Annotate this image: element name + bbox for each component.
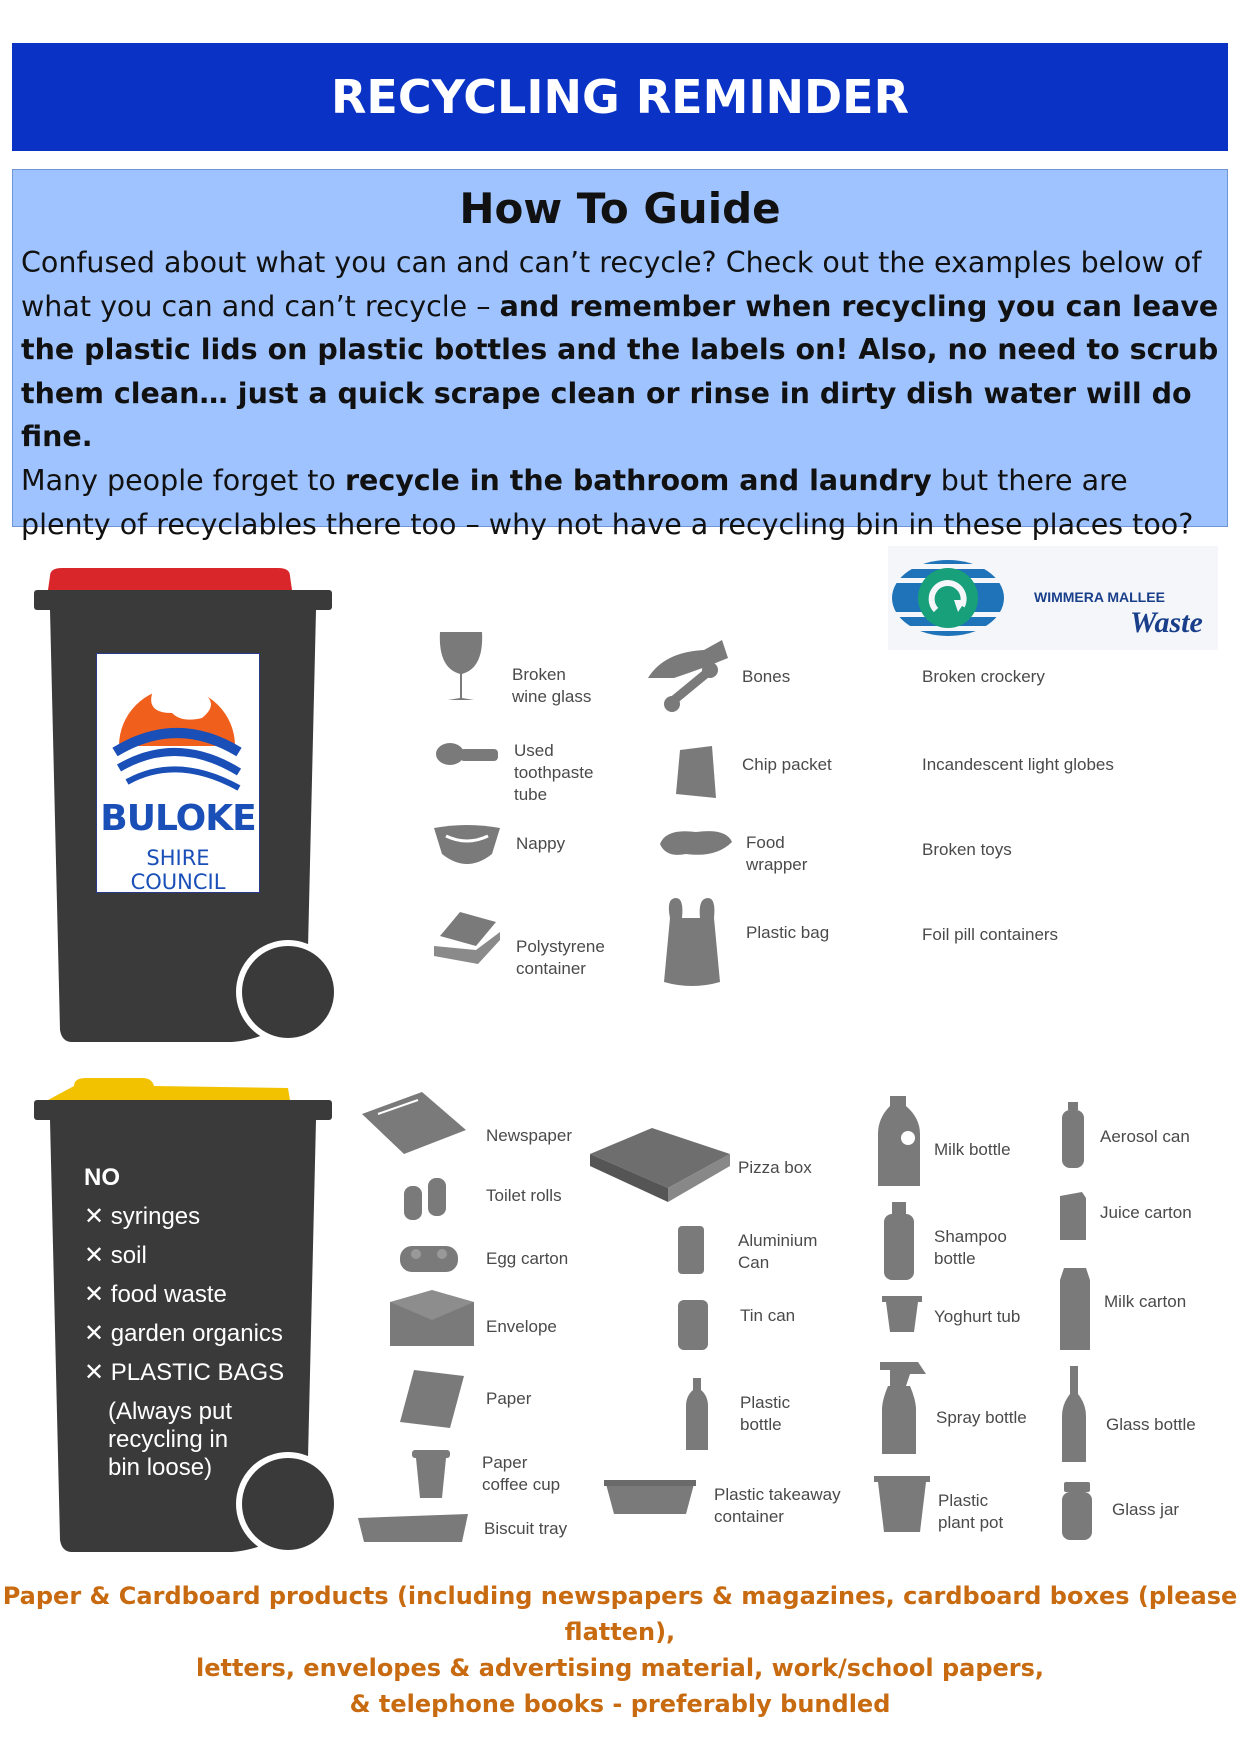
juice-carton-icon: [1056, 1190, 1088, 1242]
guide-p1-bold: and remember when recycling you can leave the plastic lids on plastic bottles and the labels on! Also, no need to scrub them clean… just a quick scrape clean or rinse in dirty dish water will do fine.: [21, 289, 1219, 454]
item-label: Plastic bottle: [740, 1393, 791, 1434]
item-label: Envelope: [486, 1317, 557, 1336]
biscuit-tray-icon: [356, 1510, 470, 1546]
no-title: NO: [84, 1164, 120, 1191]
item-label: Polystyrene container: [516, 937, 605, 978]
plastic-takeaway-container-icon: [604, 1476, 696, 1518]
wimmera-mallee-waste-logo: [888, 546, 1218, 650]
glass-bottle-icon: [1060, 1364, 1088, 1464]
aerosol-can-icon: [1060, 1100, 1086, 1170]
item-label: Milk carton: [1104, 1292, 1187, 1311]
item-label: Milk bottle: [934, 1140, 1011, 1159]
cross-icon: ✕: [84, 1203, 111, 1230]
item-label: Spray bottle: [936, 1408, 1027, 1427]
egg-carton-icon: [398, 1240, 460, 1276]
glass-jar-icon: [1060, 1480, 1094, 1542]
item-label: Food wrapper: [746, 833, 808, 874]
item-label: Broken wine glass: [512, 665, 592, 706]
milk-carton-icon: [1058, 1266, 1092, 1352]
item-label: Biscuit tray: [484, 1519, 568, 1538]
guide-text: [21, 241, 1221, 546]
guide-p1: Confused about what you can and can’t recycle? Check out the examples below of what you can and can’t recycle –: [21, 246, 1202, 323]
polystyrene-container-icon: [430, 906, 504, 970]
item-label: Paper coffee cup: [482, 1453, 561, 1494]
no-item: ✕ soil: [84, 1242, 147, 1269]
no-item: ✕ PLASTIC BAGS: [84, 1359, 285, 1386]
no-item: ✕ food waste: [84, 1281, 227, 1308]
item-label: Nappy: [516, 834, 566, 853]
council-name: BULOKE: [100, 798, 256, 839]
newspaper-icon: [358, 1090, 470, 1156]
plastic-bottle-icon: [684, 1376, 710, 1452]
footer-line2: letters, envelopes & advertising material, work/school papers,: [195, 1654, 1045, 1682]
toilet-rolls-icon: [400, 1176, 452, 1222]
item-label: Paper: [486, 1389, 532, 1408]
plastic-plant-pot-icon: [874, 1474, 930, 1534]
cross-icon: ✕: [84, 1242, 111, 1269]
item-label: Foil pill containers: [922, 925, 1059, 944]
council-label: [96, 653, 260, 893]
guide-p2-bold: recycle in the bathroom and laundry: [344, 463, 932, 497]
council-logo-icon: [97, 654, 259, 804]
chip-packet-icon: [672, 744, 720, 802]
how-to-guide-box: [12, 169, 1228, 541]
logo-name1: WIMMERA MALLEE: [1034, 589, 1165, 605]
toothpaste-tube-icon: [434, 740, 502, 770]
cross-icon: ✕: [84, 1320, 111, 1347]
envelope-icon: [388, 1290, 476, 1348]
spray-bottle-icon: [876, 1360, 930, 1456]
footer-note: [0, 1578, 1240, 1722]
item-label: Broken crockery: [922, 667, 1045, 686]
item-label: Yoghurt tub: [934, 1307, 1021, 1326]
item-label: Juice carton: [1100, 1203, 1192, 1222]
plastic-bag-icon: [656, 894, 726, 990]
no-note: (Always put recycling in bin loose): [108, 1398, 233, 1481]
item-label: Pizza box: [738, 1158, 812, 1177]
aluminium-can-icon: [676, 1224, 706, 1276]
milk-bottle-icon: [876, 1094, 922, 1190]
guide-p2b: but there are plenty of recyclables there too – why not have a recycling bin in these places too?: [21, 463, 1194, 541]
shampoo-bottle-icon: [882, 1200, 916, 1282]
guide-p2a: Many people forget to: [21, 463, 345, 497]
pizza-box-icon: [588, 1126, 732, 1204]
nappy-icon: [430, 820, 504, 876]
cross-icon: ✕: [84, 1281, 111, 1308]
item-label: Glass bottle: [1106, 1415, 1196, 1434]
yoghurt-tub-icon: [882, 1294, 922, 1334]
food-wrapper-icon: [656, 824, 736, 860]
paper-coffee-cup-icon: [410, 1448, 452, 1500]
no-item: ✕ garden organics: [84, 1320, 283, 1347]
cross-icon: ✕: [84, 1359, 111, 1386]
guide-title: How To Guide: [459, 184, 781, 233]
not-accepted-list: [84, 1158, 284, 1482]
item-label: Glass jar: [1112, 1500, 1180, 1519]
item-label: Newspaper: [486, 1126, 572, 1145]
item-label: Used toothpaste tube: [514, 741, 594, 804]
footer-line3: & telephone books - preferably bundled: [349, 1690, 891, 1718]
wine-glass-icon: [436, 628, 486, 706]
item-label: Aerosol can: [1100, 1127, 1190, 1146]
item-label: Incandescent light globes: [922, 755, 1114, 774]
tin-can-icon: [676, 1296, 710, 1352]
bones-icon: [644, 638, 732, 714]
item-label: Broken toys: [922, 840, 1012, 859]
item-label: Shampoo bottle: [934, 1227, 1007, 1268]
paper-icon: [398, 1368, 466, 1430]
item-label: Plastic plant pot: [938, 1491, 1004, 1532]
page-banner: RECYCLING REMINDER: [12, 43, 1228, 151]
item-label: Plastic bag: [746, 923, 830, 942]
item-label: Aluminium Can: [738, 1231, 818, 1272]
item-label: Bones: [742, 667, 791, 686]
item-label: Toilet rolls: [486, 1186, 562, 1205]
item-label: Chip packet: [742, 755, 832, 774]
no-item: ✕ syringes: [84, 1203, 201, 1230]
logo-name2: Waste: [1130, 606, 1203, 639]
footer-line1: Paper & Cardboard products (including newspapers & magazines, cardboard boxes (please flatten),: [2, 1582, 1238, 1646]
item-label: Egg carton: [486, 1249, 569, 1268]
item-label: Plastic takeaway container: [714, 1485, 841, 1526]
item-label: Tin can: [740, 1306, 796, 1325]
council-sub: SHIRE COUNCIL: [130, 846, 226, 894]
